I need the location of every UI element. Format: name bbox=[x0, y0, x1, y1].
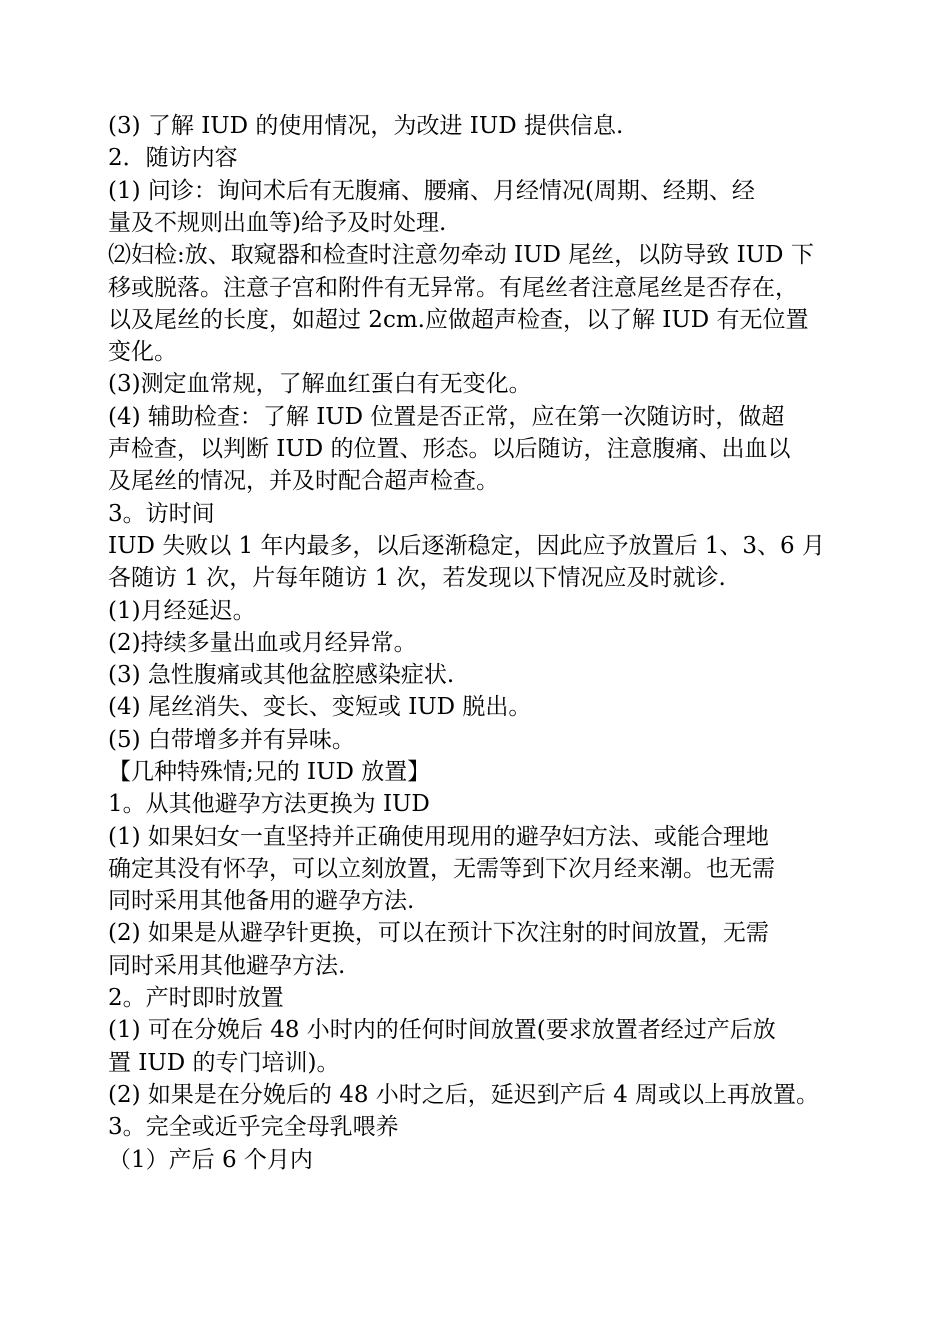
text-line: (3)测定血常规，了解血红蛋白有无变化。 bbox=[108, 371, 532, 397]
text-line: 变化。 bbox=[108, 339, 177, 365]
text-line: ⑵妇检:放、取窥器和检查时注意勿牵动 IUD 尾丝，以防导致 IUD 下 bbox=[108, 242, 814, 268]
text-line: 置 IUD 的专门培训)。 bbox=[108, 1050, 340, 1076]
text-line: 量及不规则出血等)给予及时处理. bbox=[108, 210, 447, 236]
text-line: （1）产后 6 个月内 bbox=[108, 1147, 313, 1173]
text-line: (1)月经延迟。 bbox=[108, 598, 256, 624]
text-line: 以及尾丝的长度，如超过 2cm.应做超声检查，以了解 IUD 有无位置 bbox=[108, 307, 809, 333]
text-line: (1) 如果妇女一直坚持并正确使用现用的避孕妇方法、或能合理地 bbox=[108, 824, 769, 850]
text-line: (4) 辅助检查：了解 IUD 位置是否正常，应在第一次随访时，做超 bbox=[108, 404, 785, 430]
text-line: (5) 白带增多并有异味。 bbox=[108, 727, 355, 753]
text-line: 2。产时即时放置 bbox=[108, 985, 284, 1011]
text-line: 同时采用其他备用的避孕方法. bbox=[108, 888, 415, 914]
text-line: 移或脱落。注意子宫和附件有无异常。有尾丝者注意尾丝是否存在， bbox=[108, 275, 798, 301]
text-line: 【几种特殊情;兄的 IUD 放置】 bbox=[108, 759, 431, 785]
text-line: 1。从其他避孕方法更换为 IUD bbox=[108, 791, 430, 817]
text-line: (1) 可在分娩后 48 小时内的任何时间放置(要求放置者经过产后放 bbox=[108, 1017, 776, 1043]
text-line: 2．随访内容 bbox=[108, 145, 238, 171]
text-line: (3) 了解 IUD 的使用情况，为改进 IUD 提供信息. bbox=[108, 113, 624, 139]
text-line: 及尾丝的情况，并及时配合超声检查。 bbox=[108, 468, 499, 494]
text-line: 3。访时间 bbox=[108, 501, 215, 527]
text-line: 确定其没有怀孕，可以立刻放置，无需等到下次月经来潮。也无需 bbox=[108, 856, 775, 882]
text-line: (2) 如果是从避孕针更换，可以在预计下次注射的时间放置，无需 bbox=[108, 920, 769, 946]
text-line: 声检查，以判断 IUD 的位置、形态。以后随访，注意腹痛、出血以 bbox=[108, 436, 791, 462]
text-line: (2) 如果是在分娩后的 48 小时之后，延迟到产后 4 周或以上再放置。 bbox=[108, 1082, 820, 1108]
text-line: (4) 尾丝消失、变长、变短或 IUD 脱出。 bbox=[108, 694, 532, 720]
text-line: 同时采用其他避孕方法. bbox=[108, 953, 346, 979]
text-line: 各随访 1 次，片每年随访 1 次，若发现以下情况应及时就诊. bbox=[108, 565, 726, 591]
text-line: (3) 急性腹痛或其他盆腔感染症状. bbox=[108, 662, 455, 688]
text-line: (2)持续多量出血或月经异常。 bbox=[108, 630, 417, 656]
text-line: (1) 问诊：询问术后有无腹痛、腰痛、月经情况(周期、经期、经 bbox=[108, 178, 755, 204]
text-line: IUD 失败以 1 年内最多，以后逐渐稳定，因此应予放置后 1、3、6 月 bbox=[108, 533, 825, 559]
text-line: 3。完全或近乎完全母乳喂养 bbox=[108, 1114, 399, 1140]
